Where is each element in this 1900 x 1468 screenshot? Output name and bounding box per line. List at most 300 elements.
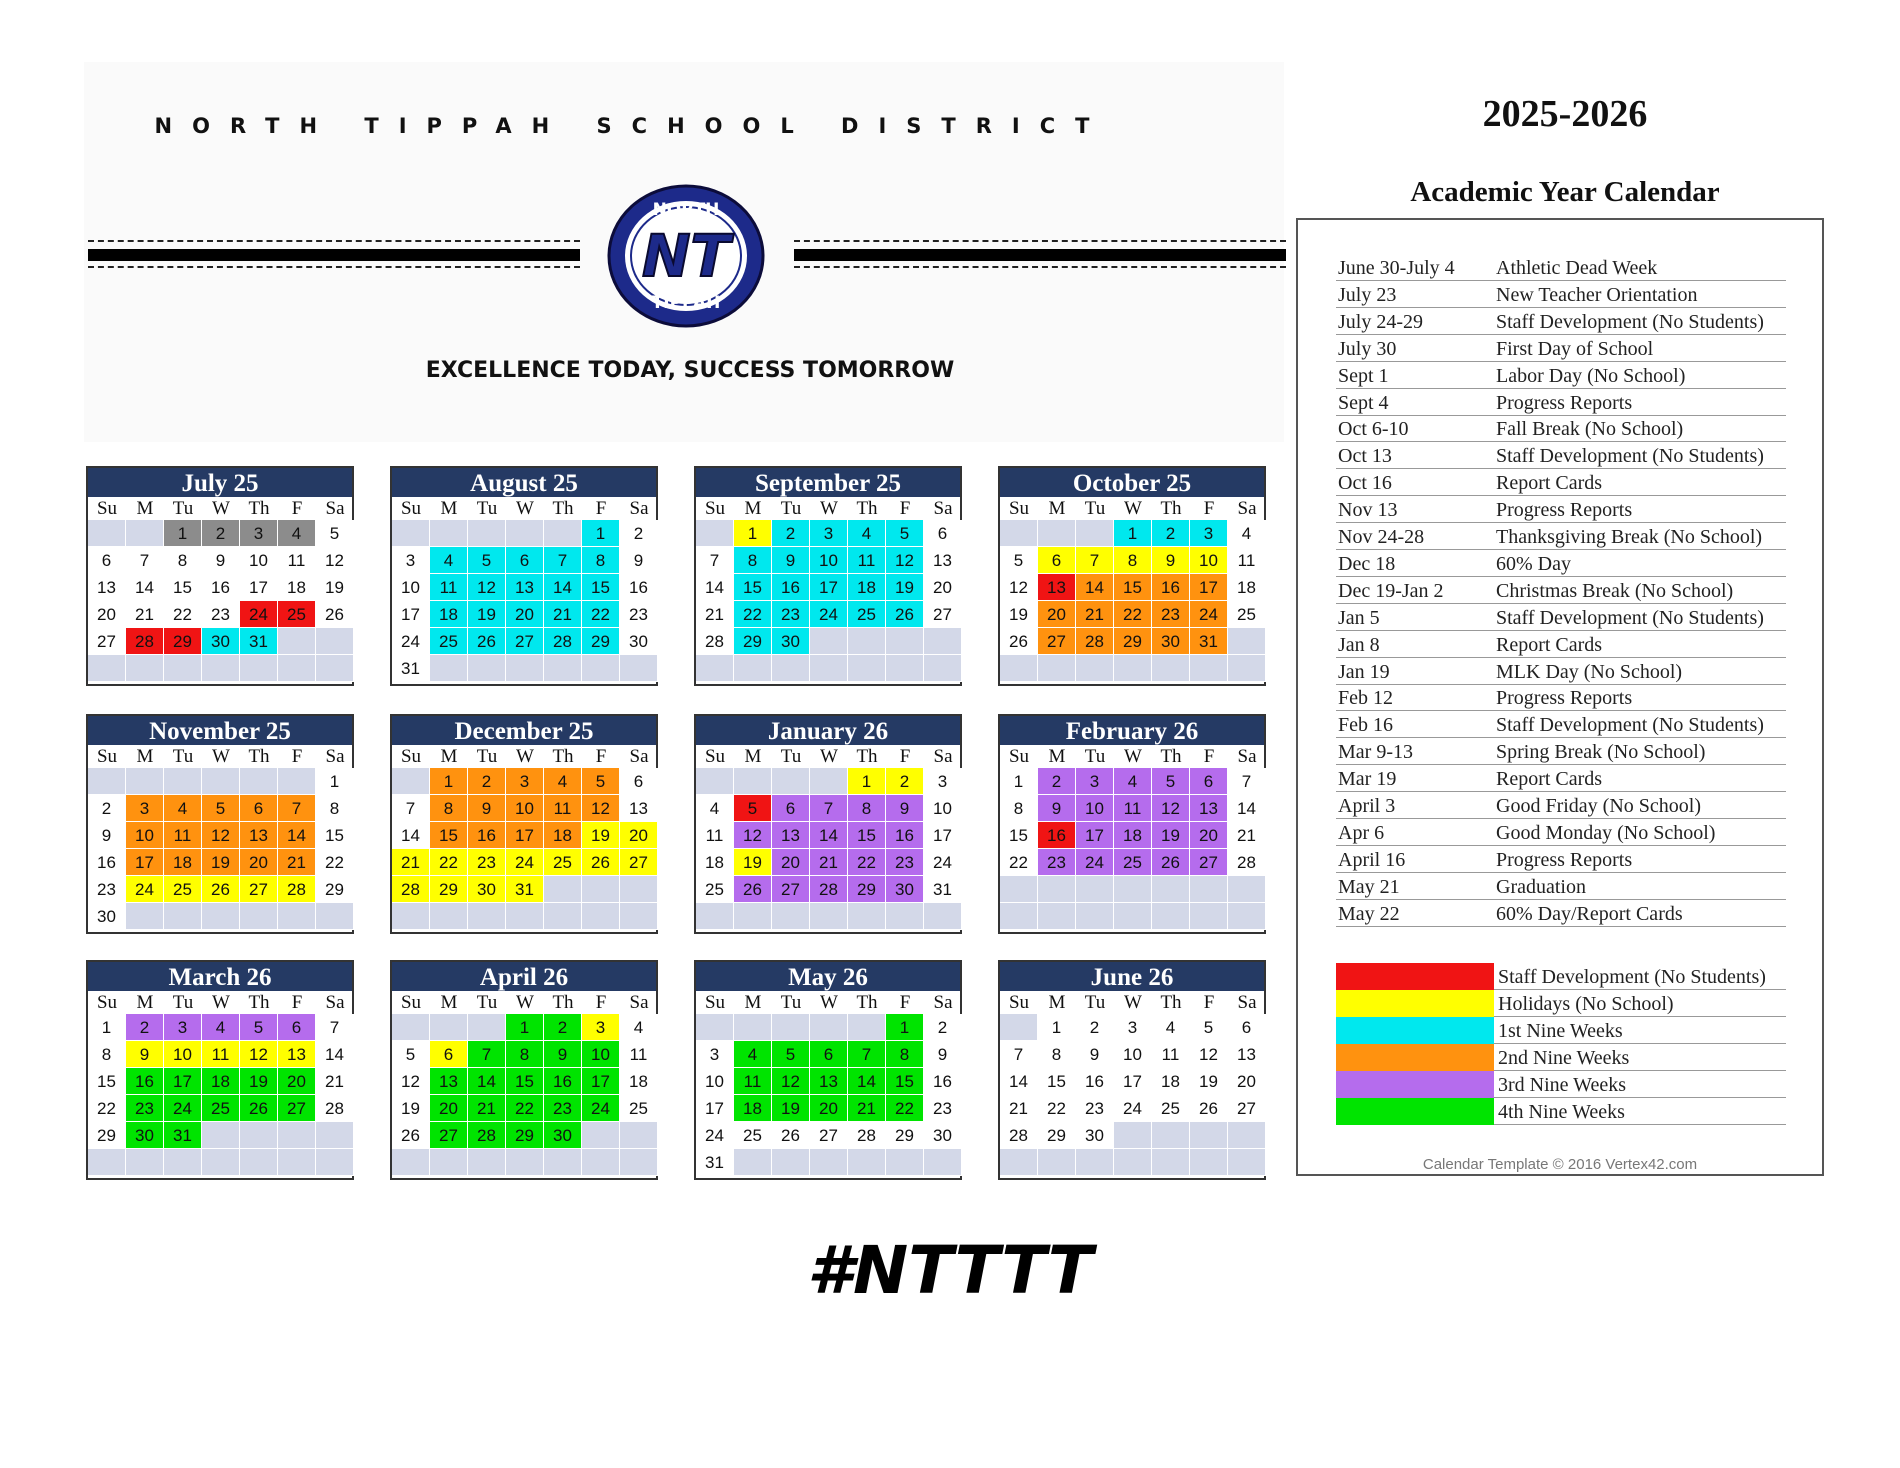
day-cell: 20	[1228, 1068, 1266, 1095]
day-cell: 7	[848, 1041, 886, 1068]
empty-cell	[1000, 1014, 1038, 1041]
day-cell: 6	[88, 547, 126, 574]
day-cell: 27	[430, 1122, 468, 1149]
day-cell: 10	[582, 1041, 620, 1068]
day-cell: 26	[1190, 1095, 1228, 1122]
day-cell: 6	[506, 547, 544, 574]
event-date: Feb 12	[1338, 687, 1393, 710]
day-cell: 1	[430, 768, 468, 795]
day-cell: 28	[1228, 849, 1266, 876]
empty-cell	[1114, 655, 1152, 682]
day-cell: 11	[1228, 547, 1266, 574]
empty-cell	[696, 1014, 734, 1041]
day-cell: 15	[886, 1068, 924, 1095]
day-cell: 9	[772, 547, 810, 574]
empty-cell	[126, 1149, 164, 1176]
day-cell: 23	[620, 601, 658, 628]
event-description: Progress Reports	[1496, 499, 1633, 522]
day-cell: 25	[202, 1095, 240, 1122]
legend-swatch	[1336, 1017, 1494, 1044]
day-cell: 5	[772, 1041, 810, 1068]
day-cell: 13	[240, 822, 278, 849]
weekday-label: Th	[856, 746, 878, 767]
day-cell: 17	[506, 822, 544, 849]
event-row	[1336, 684, 1786, 711]
day-cell: 3	[924, 768, 962, 795]
empty-cell	[202, 1149, 240, 1176]
day-cell: 2	[620, 520, 658, 547]
day-cell: 4	[1114, 768, 1152, 795]
day-cell: 6	[924, 520, 962, 547]
day-cell: 24	[810, 601, 848, 628]
empty-cell	[848, 628, 886, 655]
day-cell: 14	[696, 574, 734, 601]
day-cell: 27	[620, 849, 658, 876]
empty-cell	[734, 1149, 772, 1176]
empty-cell	[1114, 1149, 1152, 1176]
weekday-label: Th	[1160, 498, 1182, 519]
empty-cell	[316, 1122, 354, 1149]
legend-swatch	[1336, 963, 1494, 990]
legend-label: 3rd Nine Weeks	[1498, 1074, 1626, 1096]
day-cell: 15	[88, 1068, 126, 1095]
empty-cell	[278, 655, 316, 682]
day-cell: 24	[126, 876, 164, 903]
weekday-label: M	[744, 746, 762, 767]
day-cell: 8	[316, 795, 354, 822]
weekday-label: M	[136, 746, 154, 767]
weekday-label: F	[899, 746, 911, 767]
day-cell: 22	[316, 849, 354, 876]
day-cell: 14	[278, 822, 316, 849]
event-date: July 23	[1338, 283, 1397, 306]
day-cell: 22	[734, 601, 772, 628]
day-cell: 23	[1076, 1095, 1114, 1122]
weekday-label: F	[595, 746, 607, 767]
day-cell: 4	[696, 795, 734, 822]
day-cell: 26	[582, 849, 620, 876]
empty-cell	[734, 768, 772, 795]
event-row	[1336, 254, 1786, 281]
logo-text-top: NORTH	[652, 200, 720, 220]
empty-cell	[164, 655, 202, 682]
day-cell: 19	[734, 849, 772, 876]
month-title: February 26	[1000, 716, 1264, 745]
event-date: Jan 8	[1338, 633, 1380, 656]
empty-cell	[1228, 903, 1266, 930]
weekday-header	[1000, 745, 1264, 767]
day-cell: 30	[620, 628, 658, 655]
day-cell: 17	[810, 574, 848, 601]
day-cell: 18	[848, 574, 886, 601]
weekday-label: Tu	[1084, 746, 1106, 767]
day-cell: 26	[468, 628, 506, 655]
event-row	[1336, 631, 1786, 658]
day-cell: 6	[810, 1041, 848, 1068]
weekday-label: Sa	[629, 746, 649, 767]
day-cell: 3	[696, 1041, 734, 1068]
empty-cell	[772, 768, 810, 795]
month-title: January 26	[696, 716, 960, 745]
day-cell: 14	[316, 1041, 354, 1068]
weekday-label: F	[291, 992, 303, 1013]
day-cell: 1	[848, 768, 886, 795]
day-cell: 2	[886, 768, 924, 795]
day-cell: 15	[848, 822, 886, 849]
weekday-label: F	[595, 498, 607, 519]
empty-cell	[392, 768, 430, 795]
day-cell: 14	[392, 822, 430, 849]
event-date: Nov 24-28	[1338, 526, 1425, 548]
day-cell: 29	[316, 876, 354, 903]
day-cell: 8	[848, 795, 886, 822]
day-cell: 28	[848, 1122, 886, 1149]
day-cell: 21	[316, 1068, 354, 1095]
day-cell: 23	[88, 876, 126, 903]
day-cell: 19	[202, 849, 240, 876]
weekday-header	[696, 745, 960, 767]
day-cell: 17	[392, 601, 430, 628]
day-cell: 1	[164, 520, 202, 547]
day-cell: 25	[620, 1095, 658, 1122]
legend-swatch	[1336, 990, 1494, 1017]
event-row	[1336, 469, 1786, 496]
day-cell: 7	[316, 1014, 354, 1041]
day-cell: 17	[582, 1068, 620, 1095]
day-cell: 24	[696, 1122, 734, 1149]
event-description: Progress Reports	[1496, 848, 1633, 871]
day-cell: 28	[468, 1122, 506, 1149]
event-row	[1336, 496, 1786, 523]
divider-right-bar	[794, 249, 1286, 261]
empty-cell	[202, 1122, 240, 1149]
day-cell: 27	[924, 601, 962, 628]
day-cell: 19	[1000, 601, 1038, 628]
weekday-label: F	[1203, 992, 1215, 1013]
day-cell: 11	[696, 822, 734, 849]
day-cell: 19	[240, 1068, 278, 1095]
day-cell: 4	[544, 768, 582, 795]
weekday-header	[88, 497, 352, 519]
day-cell: 27	[240, 876, 278, 903]
day-cell: 20	[924, 574, 962, 601]
day-cell: 25	[734, 1122, 772, 1149]
weekday-label: W	[516, 498, 534, 519]
day-cell: 13	[1190, 795, 1228, 822]
empty-cell	[696, 768, 734, 795]
weekday-label: Tu	[476, 992, 498, 1013]
day-cell: 18	[430, 601, 468, 628]
day-cell: 13	[1228, 1041, 1266, 1068]
day-cell: 8	[886, 1041, 924, 1068]
month-title: November 25	[88, 716, 352, 745]
day-cell: 15	[430, 822, 468, 849]
day-cell: 28	[278, 876, 316, 903]
empty-cell	[1228, 1149, 1266, 1176]
weekday-label: W	[820, 746, 838, 767]
event-row	[1336, 900, 1786, 927]
day-cell: 22	[1038, 1095, 1076, 1122]
empty-cell	[1152, 903, 1190, 930]
day-cell: 21	[544, 601, 582, 628]
event-date: Mar 19	[1338, 768, 1397, 791]
weekday-label: Su	[1008, 746, 1030, 767]
weekday-label: W	[820, 992, 838, 1013]
day-cell: 8	[164, 547, 202, 574]
empty-cell	[506, 655, 544, 682]
weekday-header	[1000, 991, 1264, 1013]
empty-cell	[240, 1149, 278, 1176]
empty-cell	[506, 1149, 544, 1176]
divider-left-bar	[88, 249, 580, 261]
day-cell: 10	[924, 795, 962, 822]
day-cell: 27	[88, 628, 126, 655]
weekday-label: Th	[856, 992, 878, 1013]
empty-cell	[316, 628, 354, 655]
empty-cell	[810, 1149, 848, 1176]
event-date: Apr 6	[1338, 821, 1385, 844]
day-cell: 10	[1076, 795, 1114, 822]
day-cell: 3	[810, 520, 848, 547]
empty-cell	[126, 903, 164, 930]
weekday-label: M	[744, 498, 762, 519]
event-date: May 21	[1338, 875, 1400, 898]
day-cell: 20	[810, 1095, 848, 1122]
empty-cell	[468, 903, 506, 930]
day-cell: 25	[1152, 1095, 1190, 1122]
event-row	[1336, 658, 1786, 685]
weekday-label: Sa	[325, 992, 345, 1013]
day-cell: 13	[810, 1068, 848, 1095]
empty-cell	[1114, 1122, 1152, 1149]
empty-cell	[506, 520, 544, 547]
event-row	[1336, 308, 1786, 335]
day-cell: 8	[1114, 547, 1152, 574]
day-cell: 7	[392, 795, 430, 822]
empty-cell	[886, 903, 924, 930]
day-cell: 3	[1190, 520, 1228, 547]
day-cell: 21	[392, 849, 430, 876]
day-cell: 16	[886, 822, 924, 849]
empty-cell	[544, 903, 582, 930]
day-cell: 30	[468, 876, 506, 903]
day-cell: 21	[468, 1095, 506, 1122]
empty-cell	[1190, 903, 1228, 930]
day-cell: 10	[810, 547, 848, 574]
empty-cell	[620, 1122, 658, 1149]
day-cell: 29	[886, 1122, 924, 1149]
day-cell: 28	[1076, 628, 1114, 655]
day-cell: 7	[696, 547, 734, 574]
day-cell: 4	[430, 547, 468, 574]
day-cell: 27	[810, 1122, 848, 1149]
day-cell: 27	[506, 628, 544, 655]
day-cell: 7	[1076, 547, 1114, 574]
weekday-label: F	[291, 746, 303, 767]
weekday-label: Tu	[1084, 498, 1106, 519]
event-description: Progress Reports	[1496, 687, 1633, 710]
weekday-label: Su	[96, 498, 118, 519]
day-cell: 6	[1228, 1014, 1266, 1041]
empty-cell	[88, 1149, 126, 1176]
empty-cell	[886, 1149, 924, 1176]
weekday-label: Th	[248, 746, 270, 767]
day-cell: 14	[848, 1068, 886, 1095]
day-cell: 18	[1152, 1068, 1190, 1095]
event-description: Progress Reports	[1496, 391, 1633, 414]
month-title: July 25	[88, 468, 352, 497]
day-cell: 15	[1114, 574, 1152, 601]
day-cell: 24	[392, 628, 430, 655]
month-title: August 25	[392, 468, 656, 497]
day-cell: 10	[240, 547, 278, 574]
event-date: Oct 6-10	[1338, 418, 1409, 441]
month-calendar	[86, 466, 354, 686]
event-description: Labor Day (No School)	[1496, 364, 1686, 387]
empty-cell	[848, 903, 886, 930]
empty-cell	[1000, 876, 1038, 903]
event-description: Thanksgiving Break (No School)	[1496, 526, 1763, 548]
day-cell: 29	[506, 1122, 544, 1149]
legend-row	[1336, 990, 1786, 1017]
empty-cell	[772, 1014, 810, 1041]
day-cell: 23	[468, 849, 506, 876]
day-cell: 26	[316, 601, 354, 628]
weekday-label: M	[440, 992, 458, 1013]
day-cell: 6	[430, 1041, 468, 1068]
month-title: December 25	[392, 716, 656, 745]
day-cell: 9	[924, 1041, 962, 1068]
empty-cell	[544, 520, 582, 547]
day-cell: 21	[1000, 1095, 1038, 1122]
day-cell: 12	[240, 1041, 278, 1068]
empty-cell	[1190, 1149, 1228, 1176]
day-cell: 10	[1190, 547, 1228, 574]
event-date: June 30-July 4	[1338, 257, 1455, 279]
day-cell: 21	[126, 601, 164, 628]
empty-cell	[1190, 655, 1228, 682]
empty-cell	[392, 1149, 430, 1176]
legend-label: 1st Nine Weeks	[1498, 1020, 1623, 1042]
empty-cell	[924, 628, 962, 655]
legend-label: 4th Nine Weeks	[1498, 1101, 1625, 1123]
day-cell: 12	[582, 795, 620, 822]
day-cell: 2	[202, 520, 240, 547]
empty-cell	[1038, 876, 1076, 903]
day-cell: 1	[1114, 520, 1152, 547]
day-cell: 18	[696, 849, 734, 876]
weekday-label: Su	[96, 746, 118, 767]
event-description: Staff Development (No Students)	[1496, 606, 1764, 629]
day-cell: 29	[88, 1122, 126, 1149]
weekday-label: F	[291, 498, 303, 519]
calendar-title: Academic Year Calendar	[1410, 176, 1720, 208]
school-year: 2025-2026	[1482, 93, 1648, 135]
weekday-header	[696, 991, 960, 1013]
day-cell: 15	[734, 574, 772, 601]
empty-cell	[392, 520, 430, 547]
day-cell: 29	[1038, 1122, 1076, 1149]
weekday-label: Th	[552, 992, 574, 1013]
empty-cell	[620, 903, 658, 930]
day-cell: 1	[734, 520, 772, 547]
empty-cell	[430, 1014, 468, 1041]
empty-cell	[810, 655, 848, 682]
day-cell: 25	[696, 876, 734, 903]
day-cell: 6	[1190, 768, 1228, 795]
month-title: September 25	[696, 468, 960, 497]
day-cell: 30	[202, 628, 240, 655]
day-cell: 7	[278, 795, 316, 822]
day-cell: 1	[1000, 768, 1038, 795]
empty-cell	[278, 1149, 316, 1176]
weekday-label: W	[212, 498, 230, 519]
month-calendar	[86, 960, 354, 1180]
legend-row	[1336, 1017, 1786, 1044]
empty-cell	[810, 628, 848, 655]
day-cell: 24	[164, 1095, 202, 1122]
empty-cell	[582, 903, 620, 930]
day-cell: 1	[886, 1014, 924, 1041]
empty-cell	[810, 768, 848, 795]
empty-cell	[468, 520, 506, 547]
day-cell: 28	[544, 628, 582, 655]
day-cell: 9	[620, 547, 658, 574]
day-cell: 14	[1000, 1068, 1038, 1095]
weekday-label: Sa	[629, 992, 649, 1013]
day-cell: 11	[734, 1068, 772, 1095]
event-row	[1336, 577, 1786, 604]
day-cell: 30	[1076, 1122, 1114, 1149]
event-date: Oct 16	[1338, 472, 1392, 495]
day-cell: 23	[1038, 849, 1076, 876]
day-cell: 3	[582, 1014, 620, 1041]
month-calendar	[998, 466, 1266, 686]
day-cell: 9	[1076, 1041, 1114, 1068]
empty-cell	[696, 903, 734, 930]
day-cell: 20	[620, 822, 658, 849]
day-cell: 25	[544, 849, 582, 876]
day-cell: 15	[1000, 822, 1038, 849]
event-description: MLK Day (No School)	[1496, 660, 1683, 683]
day-cell: 9	[88, 822, 126, 849]
weekday-label: Th	[1160, 992, 1182, 1013]
weekday-header	[392, 991, 656, 1013]
day-cell: 19	[392, 1095, 430, 1122]
day-cell: 20	[278, 1068, 316, 1095]
day-cell: 11	[202, 1041, 240, 1068]
day-cell: 15	[506, 1068, 544, 1095]
day-cell: 25	[1114, 849, 1152, 876]
day-cell: 17	[696, 1095, 734, 1122]
empty-cell	[1190, 1122, 1228, 1149]
empty-cell	[1076, 655, 1114, 682]
weekday-label: Tu	[476, 746, 498, 767]
event-description: First Day of School	[1496, 337, 1654, 360]
day-cell: 11	[848, 547, 886, 574]
day-cell: 20	[1038, 601, 1076, 628]
day-cell: 16	[1038, 822, 1076, 849]
day-cell: 10	[392, 574, 430, 601]
empty-cell	[544, 655, 582, 682]
empty-cell	[1152, 1149, 1190, 1176]
empty-cell	[1190, 876, 1228, 903]
day-cell: 31	[506, 876, 544, 903]
weekday-label: Sa	[325, 498, 345, 519]
empty-cell	[582, 1122, 620, 1149]
weekday-label: F	[899, 992, 911, 1013]
event-date: Dec 18	[1338, 552, 1396, 575]
